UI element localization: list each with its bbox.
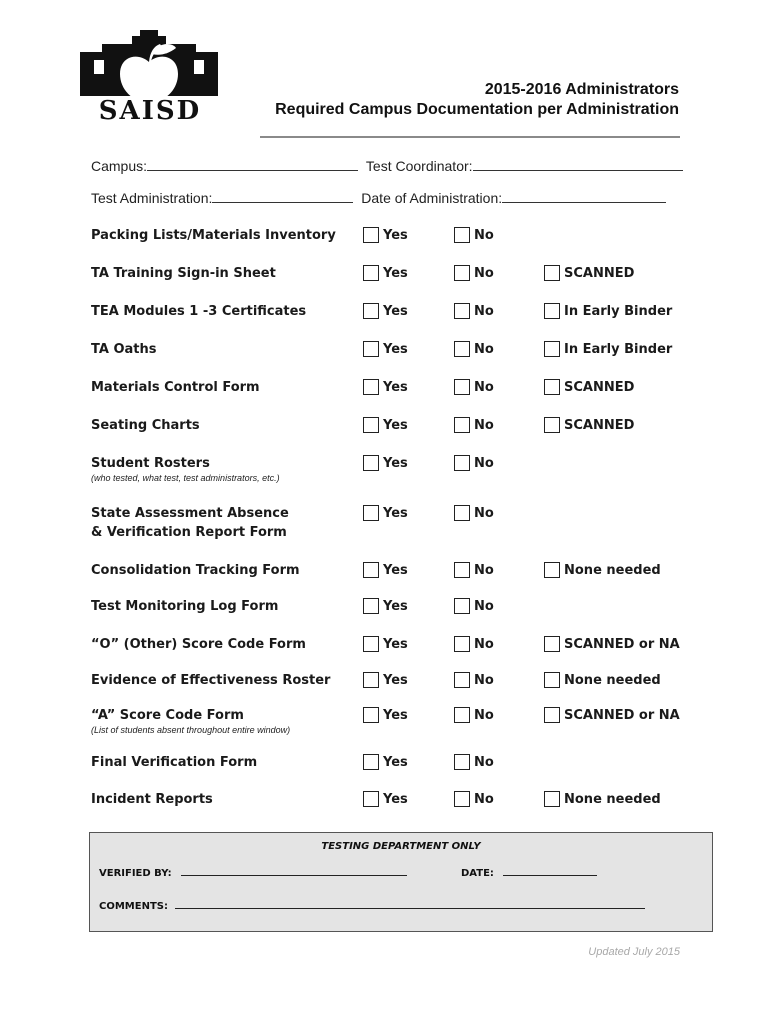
no-label: No xyxy=(474,505,494,521)
title-divider xyxy=(260,136,680,138)
yes-checkbox[interactable] xyxy=(363,303,379,319)
yes-label: Yes xyxy=(383,303,408,319)
status-option[interactable] xyxy=(544,303,672,319)
no-option[interactable] xyxy=(454,636,494,652)
yes-option[interactable] xyxy=(363,562,408,578)
no-label: No xyxy=(474,455,494,471)
checklist-item-label: TA Training Sign-in Sheet xyxy=(91,266,276,281)
yes-label: Yes xyxy=(383,455,408,471)
updated-date: Updated July 2015 xyxy=(588,946,680,958)
yes-label: Yes xyxy=(383,707,408,723)
checklist-item-label: Materials Control Form xyxy=(91,380,260,395)
no-option[interactable] xyxy=(454,562,494,578)
no-option[interactable] xyxy=(454,672,494,688)
no-checkbox[interactable] xyxy=(454,265,470,281)
no-option[interactable] xyxy=(454,227,494,243)
status-label: SCANNED xyxy=(564,265,635,281)
no-label: No xyxy=(474,227,494,243)
yes-checkbox[interactable] xyxy=(363,672,379,688)
yes-option[interactable] xyxy=(363,227,408,243)
status-label: In Early Binder xyxy=(564,303,673,319)
yes-option[interactable] xyxy=(363,505,408,521)
verified-by-row xyxy=(99,866,407,879)
yes-label: Yes xyxy=(383,636,408,652)
logo-wordmark: SAISD xyxy=(98,96,202,126)
no-label: No xyxy=(474,754,494,770)
checklist-item-label: TEA Modules 1 -3 Certificates xyxy=(91,304,307,319)
verified-by-label: VERIFIED BY: xyxy=(99,868,172,879)
yes-option[interactable] xyxy=(363,598,408,614)
yes-checkbox[interactable] xyxy=(363,791,379,807)
status-checkbox[interactable] xyxy=(544,417,560,433)
yes-option[interactable] xyxy=(363,672,408,688)
yes-option[interactable] xyxy=(363,265,408,281)
checklist-item-label: Consolidation Tracking Form xyxy=(91,563,300,578)
status-label: SCANNED xyxy=(564,379,635,395)
test-administration-input[interactable] xyxy=(212,189,353,203)
checklist-item-label: Evidence of Effectiveness Roster xyxy=(91,673,331,688)
no-option[interactable] xyxy=(454,754,494,770)
yes-checkbox[interactable] xyxy=(363,754,379,770)
no-option[interactable] xyxy=(454,341,494,357)
status-option[interactable] xyxy=(544,341,672,357)
yes-label: Yes xyxy=(383,505,408,521)
no-label: No xyxy=(474,341,494,357)
comments-label: COMMENTS: xyxy=(99,901,168,912)
no-option[interactable] xyxy=(454,417,494,433)
yes-label: Yes xyxy=(383,791,408,807)
yes-label: Yes xyxy=(383,598,408,614)
yes-checkbox[interactable] xyxy=(363,562,379,578)
checklist-item-note: (who tested, what test, test administrators, etc.) xyxy=(91,473,280,483)
no-label: No xyxy=(474,562,494,578)
testing-department-title: TESTING DEPARTMENT ONLY xyxy=(321,841,481,852)
yes-option[interactable] xyxy=(363,636,408,652)
status-label: None needed xyxy=(564,791,661,807)
yes-option[interactable] xyxy=(363,754,408,770)
yes-checkbox[interactable] xyxy=(363,265,379,281)
testing-department-box xyxy=(89,832,713,932)
no-label: No xyxy=(474,265,494,281)
no-label: No xyxy=(474,672,494,688)
no-label: No xyxy=(474,707,494,723)
status-checkbox[interactable] xyxy=(544,265,560,281)
yes-option[interactable] xyxy=(363,341,408,357)
checklist-item-label: Incident Reports xyxy=(91,792,213,807)
no-checkbox[interactable] xyxy=(454,341,470,357)
no-checkbox[interactable] xyxy=(454,455,470,471)
checklist-item-label: “A” Score Code Form xyxy=(91,708,244,723)
campus-input[interactable] xyxy=(147,157,358,171)
checklist-item-label: Student Rosters xyxy=(91,456,210,471)
no-checkbox[interactable] xyxy=(454,417,470,433)
status-option[interactable] xyxy=(544,379,634,395)
no-label: No xyxy=(474,303,494,319)
no-option[interactable] xyxy=(454,598,494,614)
yes-checkbox[interactable] xyxy=(363,417,379,433)
no-label: No xyxy=(474,791,494,807)
no-option[interactable] xyxy=(454,379,494,395)
status-checkbox[interactable] xyxy=(544,636,560,652)
no-label: No xyxy=(474,417,494,433)
status-label: SCANNED xyxy=(564,417,635,433)
yes-label: Yes xyxy=(383,227,408,243)
yes-label: Yes xyxy=(383,265,408,281)
yes-label: Yes xyxy=(383,341,408,357)
no-label: No xyxy=(474,598,494,614)
administration-field-row xyxy=(91,189,666,206)
status-label: In Early Binder xyxy=(564,341,673,357)
yes-checkbox[interactable] xyxy=(363,455,379,471)
campus-field-row xyxy=(91,157,683,174)
date-of-administration-input[interactable] xyxy=(502,189,666,203)
checklist-item-label: State Assessment Absence xyxy=(91,506,289,521)
no-checkbox[interactable] xyxy=(454,598,470,614)
status-option[interactable] xyxy=(544,265,634,281)
yes-checkbox[interactable] xyxy=(363,707,379,723)
campus-label: Campus: xyxy=(91,158,148,174)
yes-option[interactable] xyxy=(363,707,408,723)
no-option[interactable] xyxy=(454,707,494,723)
comments-input[interactable] xyxy=(175,899,645,909)
date-of-administration-label: Date of Administration: xyxy=(361,190,503,206)
yes-option[interactable] xyxy=(363,455,408,471)
checklist-item-label: TA Oaths xyxy=(91,342,157,357)
status-option[interactable] xyxy=(544,636,680,652)
yes-label: Yes xyxy=(383,562,408,578)
yes-checkbox[interactable] xyxy=(363,636,379,652)
status-option[interactable] xyxy=(544,791,661,807)
status-label: SCANNED or NA xyxy=(564,636,680,652)
no-option[interactable] xyxy=(454,303,494,319)
status-checkbox[interactable] xyxy=(544,791,560,807)
no-checkbox[interactable] xyxy=(454,379,470,395)
yes-label: Yes xyxy=(383,417,408,433)
checklist-item-note: (List of students absent throughout entire window) xyxy=(91,725,291,735)
no-option[interactable] xyxy=(454,455,494,471)
no-option[interactable] xyxy=(454,791,494,807)
status-label: SCANNED or NA xyxy=(564,707,680,723)
yes-option[interactable] xyxy=(363,379,408,395)
yes-option[interactable] xyxy=(363,417,408,433)
yes-label: Yes xyxy=(383,754,408,770)
no-checkbox[interactable] xyxy=(454,636,470,652)
status-option[interactable] xyxy=(544,562,661,578)
no-checkbox[interactable] xyxy=(454,672,470,688)
status-option[interactable] xyxy=(544,707,680,723)
checklist-item-label: Test Monitoring Log Form xyxy=(91,599,279,614)
yes-checkbox[interactable] xyxy=(363,505,379,521)
status-option[interactable] xyxy=(544,417,634,433)
no-checkbox[interactable] xyxy=(454,754,470,770)
no-option[interactable] xyxy=(454,505,494,521)
checklist-item-label: Seating Charts xyxy=(91,418,200,433)
no-label: No xyxy=(474,379,494,395)
status-checkbox[interactable] xyxy=(544,341,560,357)
status-label: None needed xyxy=(564,562,661,578)
document-title: 2015-2016 Administrators xyxy=(484,81,679,98)
status-checkbox[interactable] xyxy=(544,707,560,723)
checklist-item-label-line2: & Verification Report Form xyxy=(91,525,287,540)
no-option[interactable] xyxy=(454,265,494,281)
yes-checkbox[interactable] xyxy=(363,598,379,614)
status-label: None needed xyxy=(564,672,661,688)
comments-row xyxy=(99,899,645,912)
checklist-item-label: Final Verification Form xyxy=(91,755,258,770)
yes-label: Yes xyxy=(383,379,408,395)
yes-checkbox[interactable] xyxy=(363,341,379,357)
no-checkbox[interactable] xyxy=(454,707,470,723)
yes-option[interactable] xyxy=(363,791,408,807)
test-coordinator-input[interactable] xyxy=(473,157,683,171)
yes-label: Yes xyxy=(383,672,408,688)
date-input[interactable] xyxy=(503,866,597,876)
yes-checkbox[interactable] xyxy=(363,379,379,395)
status-checkbox[interactable] xyxy=(544,303,560,319)
date-row xyxy=(461,866,597,879)
checklist-item-label: Packing Lists/Materials Inventory xyxy=(91,228,336,243)
status-checkbox[interactable] xyxy=(544,672,560,688)
no-label: No xyxy=(474,636,494,652)
test-administration-label: Test Administration: xyxy=(91,190,213,206)
date-label: DATE: xyxy=(461,868,494,879)
no-checkbox[interactable] xyxy=(454,303,470,319)
status-option[interactable] xyxy=(544,672,661,688)
no-checkbox[interactable] xyxy=(454,791,470,807)
yes-option[interactable] xyxy=(363,303,408,319)
status-checkbox[interactable] xyxy=(544,562,560,578)
verified-by-input[interactable] xyxy=(181,866,407,876)
no-checkbox[interactable] xyxy=(454,227,470,243)
test-coordinator-label: Test Coordinator: xyxy=(365,158,473,174)
status-checkbox[interactable] xyxy=(544,379,560,395)
checklist-item-label: “O” (Other) Score Code Form xyxy=(91,637,306,652)
no-checkbox[interactable] xyxy=(454,505,470,521)
yes-checkbox[interactable] xyxy=(363,227,379,243)
no-checkbox[interactable] xyxy=(454,562,470,578)
document-subtitle: Required Campus Documentation per Administration xyxy=(275,101,679,118)
